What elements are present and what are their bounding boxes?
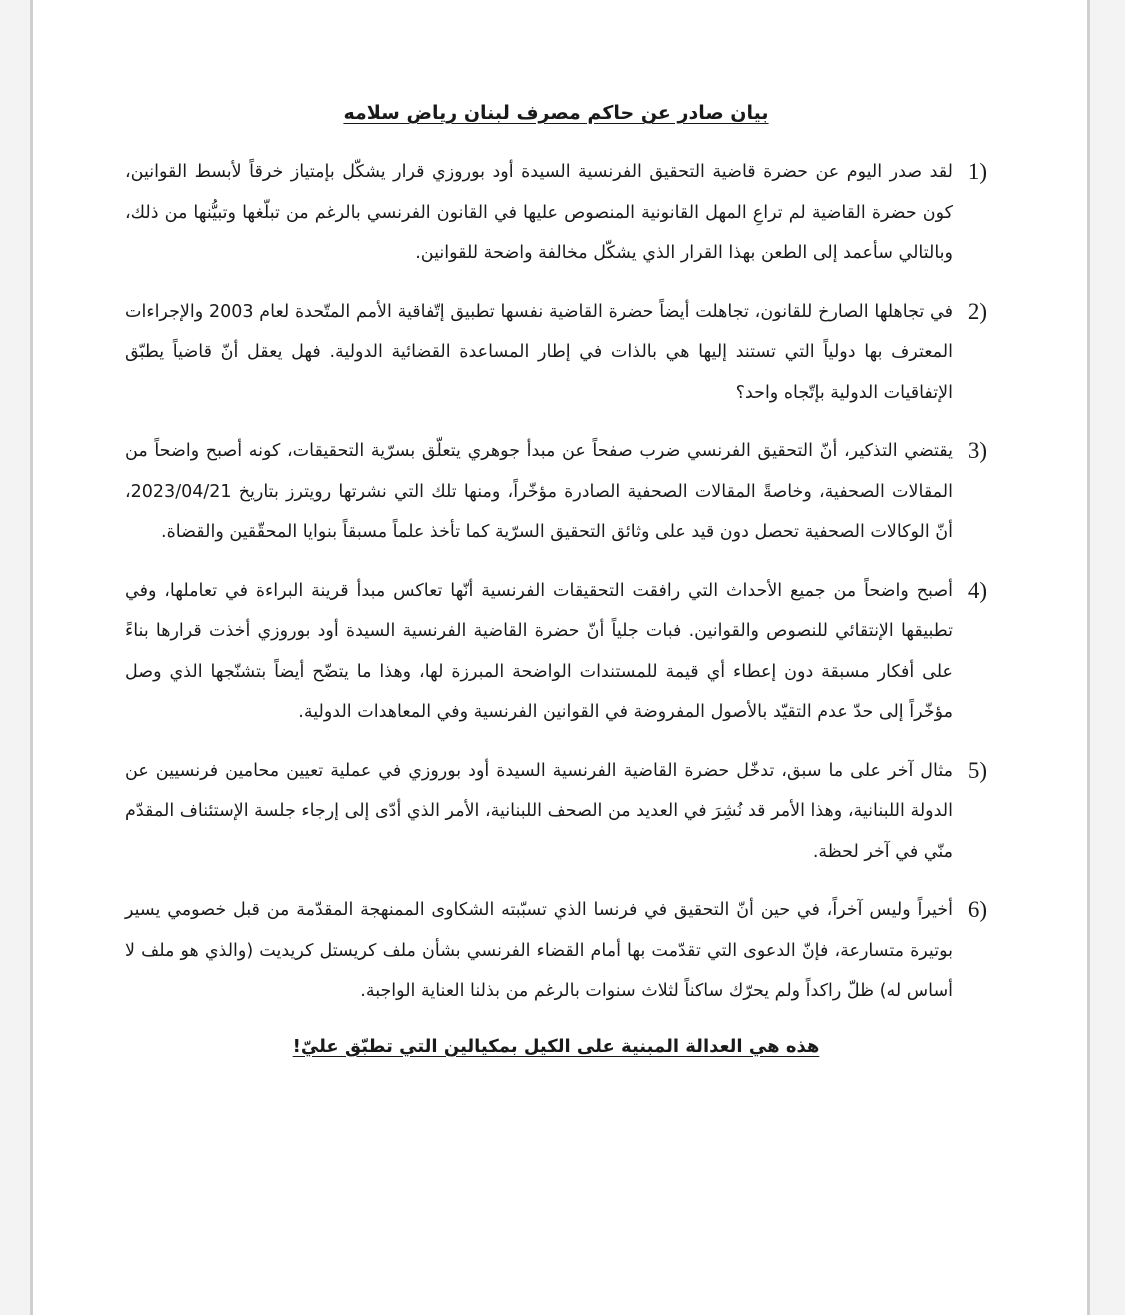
paragraph-number: 6) — [967, 897, 987, 922]
paragraph-text: مثال آخر على ما سبق، تدخّل حضرة القاضية الفرنسية السيدة أود بوروزي في عملية تعيين محامين فرنسيين عن الدولة اللبنانية، وهذا الأمر قد نُشِرَ في العديد من الصحف اللبنانية، الأمر الذي أدّى إلى إرجاء جلسة الإستئناف المقدّم منّي في آخر لحظة. — [125, 760, 953, 862]
paragraph-text: أخيراً وليس آخراً، في حين أنّ التحقيق في فرنسا الذي تسبّبته الشكاوى الممنهجة المقدّمة من قبل خصومي يسير بوتيرة متسارعة، فإنّ الدعوى التي تقدّمت بها أمام القضاء الفرنسي بشأن ملف كريستل كريديت (والذي هو ملف لا أساس له) ظلّ راكداً ولم يحرّك ساكناً لثلاث سنوات بالرغم من بذلنا العناية الواجبة. — [125, 900, 953, 1001]
document-title: بيان صادر عن حاكم مصرف لبنان رياض سلامه — [343, 102, 769, 124]
paragraph-number: 1) — [967, 159, 987, 184]
paragraph-text: يقتضي التذكير، أنّ التحقيق الفرنسي ضرب صفحاً عن مبدأ جوهري يتعلّق بسرّية التحقيقات، كونه أصبح واضحاً من المقالات الصحفية، وخاصةً المقالات الصحفية الصادرة مؤخّراً، ومنها تلك التي نشرتها رويترز بتاريخ 2023/04/21، أنّ الوكالات الصحفية تحصل دون قيد على وثائق التحقيق السرّية كما تأخذ علماً مسبقاً بنوايا المحقّقين والقضاة. — [125, 441, 953, 542]
paragraph-text: أصبح واضحاً من جميع الأحداث التي رافقت التحقيقات الفرنسية أنّها تعاكس مبدأ قرينة البراءة في تعاملها، وفي تطبيقها الإنتقائي للنصوص والقوانين. فبات جلياً أنّ حضرة القاضية الفرنسية السيدة أود بوروزي أخذت قرارها بناءً على أفكار مسبقة دون إعطاء أي قيمة للمستندات الواضحة المبرزة لها، وهذا ما يتضّح أيضاً بتشنّجها الذي وصل مؤخّراً إلى حدّ عدم التقيّد بالأصول المفروضة في القوانين الفرنسية وفي المعاهدات الدولية. — [125, 580, 953, 722]
paragraph-number: 5) — [967, 757, 987, 783]
paragraph-5 — [125, 751, 987, 873]
document-page — [30, 0, 1090, 1315]
paragraph-number: 4) — [967, 577, 987, 603]
paragraph-text: لقد صدر اليوم عن حضرة قاضية التحقيق الفرنسية السيدة أود بوروزي قرار يشكّل بإمتياز خرقاً لأبسط القوانين، كون حضرة القاضية لم تراعِ المهل القانونية المنصوص عليها في القانون الفرنسي بالرغم من تبلّغها وتبيُّنها من ذلك، وبالتالي سأعمد إلى الطعن بهذا القرار الذي يشكّل مخالفة واضحة للقوانين. — [125, 162, 953, 263]
paragraph-2 — [125, 292, 987, 414]
paragraph-number: 2) — [967, 298, 987, 324]
closing-statement: هذه هي العدالة المبنية على الكيل بمكيالين التي تطبّق عليّ! — [292, 1035, 820, 1057]
paragraph-3 — [125, 431, 987, 553]
paragraph-1 — [125, 152, 987, 274]
paragraph-number: 3) — [967, 438, 987, 463]
paragraph-4 — [125, 571, 987, 733]
paragraph-6 — [125, 890, 987, 1012]
paragraph-text: في تجاهلها الصارخ للقانون، تجاهلت أيضاً حضرة القاضية نفسها تطبيق إتّفاقية الأمم المتّحدة لعام 2003 والإجراءات المعترف بها دولياً التي تستند إليها هي بالذات في إطار المساعدة القضائية الدولية. فهل يعقل أنّ قاضياً يطبّق الإتفاقيات الدولية بإتّجاه واحد؟ — [125, 301, 953, 403]
document-content — [125, 96, 987, 1064]
